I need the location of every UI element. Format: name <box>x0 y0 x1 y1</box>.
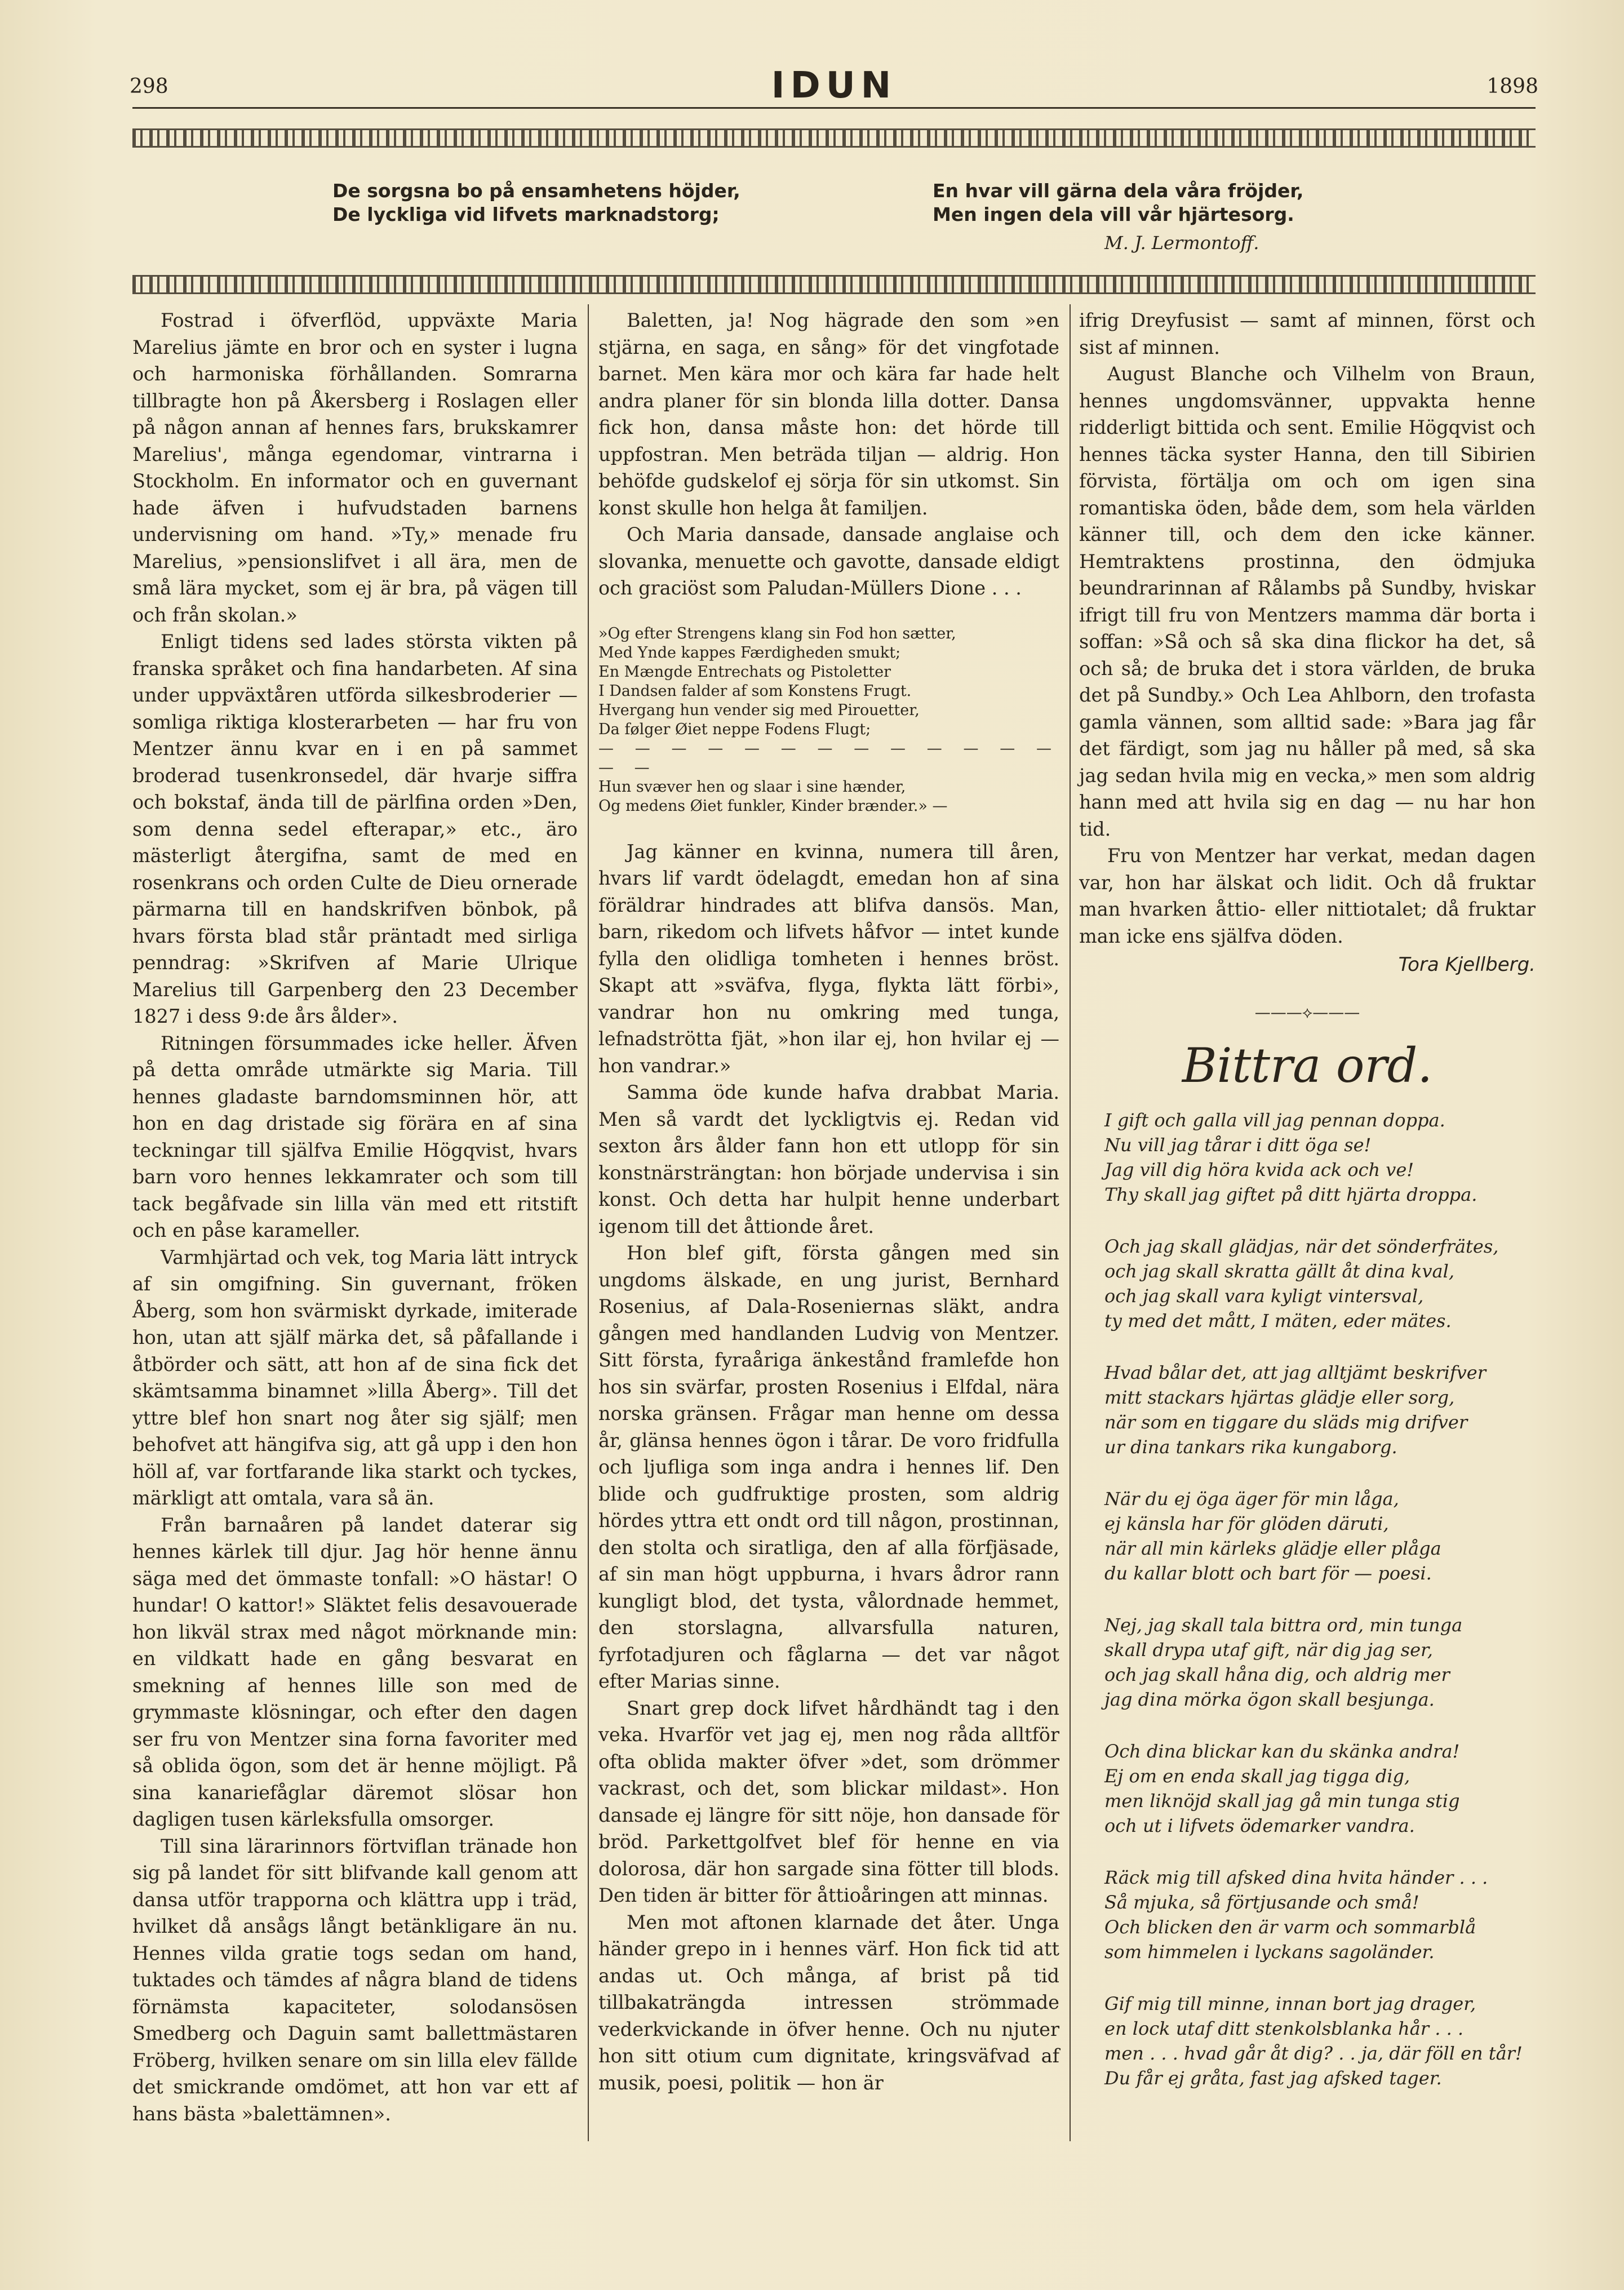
quote-ellipsis-line: — — — — — — — — — — — — — — — <box>598 739 1059 776</box>
poem-line: Räck mig till afsked dina hvita händer . . . <box>1104 1866 1488 1888</box>
poem-stanza <box>1079 1865 1536 1964</box>
masthead: IDUN <box>771 65 897 106</box>
paragraph: Snart grep dock lifvet hårdhändt tag i den veka. Hvarför vet jag ej, men nog råda alltför ofta oblida makter öfver »det, som drömmer vackrast, och det, som blickar mildast». Hon dansade ej längre för sitt nöje, hon dansade för bröd. Parkettgolfvet blef för henne en via dolorosa, där hon sargade sina fötter till blods. Den tiden är bitter för åttioåringen att minnas. <box>598 1697 1059 1906</box>
poem-line: en lock utaf ditt stenkolsblanka hår . . . <box>1104 2017 1464 2039</box>
poem-line: I gift och galla vill jag pennan doppa. <box>1104 1109 1445 1131</box>
poem-line: men liknöjd skall jag gå min tunga stig <box>1104 1790 1460 1812</box>
column-rule <box>1070 304 1071 2141</box>
poem-stanza <box>1079 1486 1536 1586</box>
top-ornament-border <box>132 128 1536 148</box>
paragraph: Och Maria dansade, dansade anglaise och slovanka, menuette och gavotte, dansade eldigt och graciöst som Paludan-Müllers Dione . . . <box>598 523 1059 599</box>
column-rule <box>588 304 589 2141</box>
poem-line: Gif mig till minne, innan bort jag drager, <box>1104 1992 1476 2014</box>
poem-line: när all min kärleks glädje eller plåga <box>1104 1537 1441 1559</box>
poem-line: Du får ej gråta, fast jag afsked tager. <box>1104 2067 1442 2089</box>
poem-line: och jag skall vara kyligt vintersval, <box>1104 1285 1424 1307</box>
quote-line: Da følger Øiet neppe Fodens Flugt; <box>598 720 871 738</box>
poem-line: men . . . hvad går åt dig? . . ja, där föll en tår! <box>1104 2042 1523 2064</box>
poem-stanza <box>1079 1613 1536 1712</box>
poem <box>1079 1108 1536 2091</box>
quote-line: »Og efter Strengens klang sin Fod hon sætter, <box>598 624 956 642</box>
poem-stanza <box>1079 1991 1536 2091</box>
poem-line: som himmelen i lyckans sagoländer. <box>1104 1941 1435 1963</box>
poem-line: när som en tiggare du släds mig drifver <box>1104 1411 1468 1433</box>
article-column-1 <box>132 307 578 2127</box>
poem-line: Så mjuka, så förtjusande och små! <box>1104 1891 1419 1913</box>
epigraph-line: Men ingen dela vill vår hjärtesorg. <box>933 203 1294 225</box>
poem-line: mitt stackars hjärtas glädje eller sorg, <box>1104 1386 1455 1408</box>
poem-line: Och dina blickar kan du skänka andra! <box>1104 1740 1460 1762</box>
poem-line: jag dina mörka ögon skall besjunga. <box>1104 1688 1435 1710</box>
poem-line: och ut i lifvets ödemarker vandra. <box>1104 1814 1415 1836</box>
epigraph-attribution: M. J. Lermontoff. <box>1104 232 1259 254</box>
poem-line: och jag skall skratta gällt åt dina kval, <box>1104 1260 1455 1282</box>
poem-line: Jag vill dig höra kvida ack och ve! <box>1104 1159 1414 1180</box>
epigraph-line: En hvar vill gärna dela våra fröjder, <box>933 180 1304 202</box>
paragraph: Fostrad i öfverflöd, uppväxte Maria Marelius jämte en bror och en syster i lugna och harmoniska förhållanden. Somrarna tillbragte hon på Åkersberg i Roslagen eller på någon annan af hennes fars, brukskamrer Marelius', många egendomar, vintrarna i Stockholm. En informator och en guvernant hade äfven i hufvudstaden barnens undervisning om hand. »Ty,» menade fru Marelius, »pensionslifvet i all ära, men de små lära mycket, som ej är bra, på vägen till och från skolan.» <box>132 309 578 626</box>
header-rule <box>132 107 1536 109</box>
quote-line: Hvergang hun vender sig med Pirouetter, <box>598 701 920 719</box>
poem-line: Nej, jag skall tala bittra ord, min tunga <box>1104 1614 1463 1636</box>
paragraph: ifrig Dreyfusist — samt af minnen, först och sist af minnen. <box>1079 309 1536 358</box>
paragraph: Ritningen försummades icke heller. Äfven på detta område utmärkte sig Maria. Till hennes gladaste barndomsminnen hör, att hon en dag dristade sig förära en af sina teckningar till själfva Emilie Högqvist, hvars barn voro hennes lekkamrater och som till tack begåfvade sin lilla vän med ett ritstift och en påse karameller. <box>132 1032 578 1241</box>
poem-line: du kallar blott och bart för — poesi. <box>1104 1562 1432 1584</box>
poem-line: Nu vill jag tårar i ditt öga se! <box>1104 1134 1372 1156</box>
section-separator: ———⟡——— <box>1254 1002 1360 1022</box>
poem-line: ej känsla har för glöden däruti, <box>1104 1512 1389 1534</box>
quote-line: I Dandsen falder af som Konstens Frugt. <box>598 682 912 700</box>
poem-line: skall drypa utaf gift, när dig jag ser, <box>1104 1639 1433 1661</box>
poem-line: Thy skall jag giftet på ditt hjärta droppa. <box>1104 1183 1477 1205</box>
paragraph: Varmhjärtad och vek, tog Maria lätt intryck af sin omgifning. Sin guvernant, fröken Åberg, som hon svärmiskt dyrkade, imiterade hon, utan att själf märka det, så påfallande i åtbörder och sätt, att hon af de sina fick det skämtsamma binamnet »lilla Åberg». Till det yttre blef hon snart nog åter sig själf; men behofvet att hängifva sig, att gå upp i den hon höll af, var fortfarande lika starkt och tyckes, märkligt att omtala, vara så än. <box>132 1246 578 1509</box>
poem-line: ty med det mått, I mäten, eder mätes. <box>1104 1310 1452 1332</box>
epigraph-left <box>332 179 740 227</box>
poem-line: Hvad bålar det, att jag alltjämt beskrifver <box>1104 1361 1487 1383</box>
paragraph: Hon blef gift, första gången med sin ungdoms älskade, en ung jurist, Bernhard Rosenius, af Dala-Roseniernas släkt, andra gången med handlanden Ludvig von Mentzer. Sitt första, fyraåriga änkestånd framlefde hon hos sin svärfar, prosten Rosenius i Elfdal, nära norska gränsen. Frågar man henne om dessa år, glänsa hennes ögon i tårar. De voro fridfulla och ljufliga som inga andra i hennes lif. Den blide och gudfruktige prosten, som aldrig hördes yttra ett ondt ord till någon, prostinnan, den stolta och siratliga, den af alla förfjäsade, af sin man högt uppburna, i hvars ådror rann kungligt blod, det tysta, vålordnade hemmet, den storslagna, allvarsfulla naturen, fyrfotadjuren och fåglarna — det var något efter Marias sinne. <box>598 1242 1059 1692</box>
epigraph-right <box>933 179 1303 227</box>
paragraph: Baletten, ja! Nog hägrade den som »en stjärna, en saga, en sång» för det vingfotade barnet. Men kära mor och kära far hade helt andra planer för sin blonda lilla dotter. Dansa fick hon, dansa måste hon: det hörde till uppfostran. Men beträda tiljan — aldrig. Hon behöfde gudskelof ej sörja för sin utkomst. Sin konst skulle hon helga åt familjen. <box>598 309 1059 519</box>
block-quote <box>598 624 1059 816</box>
author-signature: Tora Kjellberg. <box>1398 953 1536 976</box>
poem-stanza <box>1079 1360 1536 1459</box>
year: 1898 <box>1487 75 1538 98</box>
epigraph-line: De lyckliga vid lifvets marknadstorg; <box>332 203 720 225</box>
poem-line: Och jag skall glädjas, när det sönderfrätes, <box>1104 1235 1499 1257</box>
paragraph: Enligt tidens sed lades största vikten på franska språket och fina handarbeten. Af sina under uppväxtåren utförda silkesbroderier — somliga riktiga klosterarbeten — har fru von Mentzer ännu kvar en i en på sammet broderad tusenkronsedel, där hvarje siffra och bokstaf, ända till de pärlfina orden »Den, som denna sedel efterapar,» etc., äro mästerligt återgifna, samt de med en rosenkrans och orden Culte de Dieu ornerade pärmarna till en handskrifven bönbok, på hvars första blad står präntadt med sirliga penndrag: »Skrifven af Marie Ulrique Marelius till Garpenberg den 23 December 1827 i dess 9:de års ålder». <box>132 631 578 1027</box>
article-column-2 <box>598 307 1059 2096</box>
paragraph: Men mot aftonen klarnade det åter. Unga händer grepo in i hennes värf. Hon fick tid att andas ut. Och många, af brist på tid tillbakaträngda intressen strömmade vederkvickande in öfver henne. Och nu njuter hon sitt otium cum dignitate, kringsväfvad af musik, poesi, politik — hon är <box>598 1911 1059 2094</box>
quote-line: Og medens Øiet funkler, Kinder brænder.» — <box>598 797 948 815</box>
paragraph: Från barnaåren på landet daterar sig hennes kärlek till djur. Jag hör henne ännu säga med det ömmaste tonfall: »O hästar! O hundar! O kattor!» Släktet felis desavouerade hon likväl strax med något mörknande min: en vildkatt hade en gång besvarat en smekning af hennes lille son med de grymmaste klösningar, och efter den dagen ser fru von Mentzer sina forna favoriter med så oblida ögon, som det är henne möjligt. På sina kanariefåglar däremot slösar hon dagligen tusen kärleksfulla omsorger. <box>132 1514 578 1830</box>
poem-line: Och blicken den är varm och sommarblå <box>1104 1916 1476 1938</box>
poem-stanza <box>1079 1739 1536 1838</box>
poem-line: och jag skall håna dig, och aldrig mer <box>1104 1663 1450 1685</box>
paragraph: Jag känner en kvinna, numera till åren, hvars lif vardt ödelagdt, emedan hon af sina föräldrar hindrades att blifva dansös. Man, barn, rikedom och lifvets håfvor — intet kunde fylla den olidliga tomheten i hennes bröst. Skapt att »sväfva, flyga, flykta lätt förbi», vandrar hon nu omkring med tunga, lefnadströtta fjät, »hon ilar ej, hon hvilar ej — hon vandrar.» <box>598 840 1059 1077</box>
poem-title: Bittra ord. <box>1182 1038 1433 1093</box>
poem-stanza <box>1079 1234 1536 1333</box>
quote-line: Hun svæver hen og slaar i sine hænder, <box>598 778 906 796</box>
poem-line: När du ej öga äger för min låga, <box>1104 1488 1399 1510</box>
poem-stanza <box>1079 1108 1536 1207</box>
paragraph: Fru von Mentzer har verkat, medan dagen var, hon har älskat och lidit. Och då fruktar man hvarken åttio- eller nittiotalet; då fruktar man icke ens själfva döden. <box>1079 845 1536 947</box>
quote-line: En Mængde Entrechats og Pistoletter <box>598 663 891 681</box>
paragraph: August Blanche och Vilhelm von Braun, hennes ungdomsvänner, uppvakta henne ridderligt bittida och sent. Emilie Högqvist och hennes täcka syster Hanna, den till Sibirien förvista, förtälja om och om igen sina romantiska öden, både dem, som hela världen känner till, och dem den icke känner. Hemtraktens prostinna, den ödmjuka beundrarinnan af Rålambs på Sundby, hviskar ifrigt till fru von Mentzers mamma där borta i soffan: »Så och så ska dina flickor ha det, så och så; de bruka det i stora världen, de bruka det på Sundby.» Och Lea Ahlborn, den trofasta gamla vännen, som alltid sade: »Bara jag får det färdigt, som jag nu håller på med, så ska jag sedan hvila mig en vecka,» men som aldrig hann med att hvila sig en dag — nu har hon tid. <box>1079 363 1536 840</box>
article-column-3 <box>1079 307 1536 2118</box>
paragraph: Samma öde kunde hafva drabbat Maria. Men så vardt det lyckligtvis ej. Redan vid sexton års ålder fann hon ett utlopp för sin konstnärsträngtan: hon började undervisa i sin konst. Och detta har hulpit henne underbart igenom till det åttionde året. <box>598 1081 1059 1237</box>
epigraph-line: De sorgsna bo på ensamhetens höjder, <box>332 180 740 202</box>
quote-line: Med Ynde kappes Færdigheden smukt; <box>598 643 901 662</box>
section-ornament-border <box>132 275 1536 294</box>
page-number: 298 <box>130 75 168 98</box>
page-header <box>130 65 1538 110</box>
poem-line: ur dina tankars rika kungaborg. <box>1104 1436 1397 1458</box>
paragraph: Till sina lärarinnors förtviflan tränade hon sig på landet för sitt blifvande kall genom att dansa utför trapporna och klättra upp i träd, hvilket då ansågs långt betänkligare än nu. Hennes vilda gratie togs sedan om hand, tuktades och tämdes af några bland de tidens förnämsta kapaciteter, solodansösen Smedberg och Daguin samt ballettmästaren Fröberg, hvilken senare om sin lilla elev fällde det smickrande omdömet, att hon var ett af hans bästa »balettämnen». <box>132 1835 578 2125</box>
poem-line: Ej om en enda skall jag tigga dig, <box>1104 1765 1410 1787</box>
